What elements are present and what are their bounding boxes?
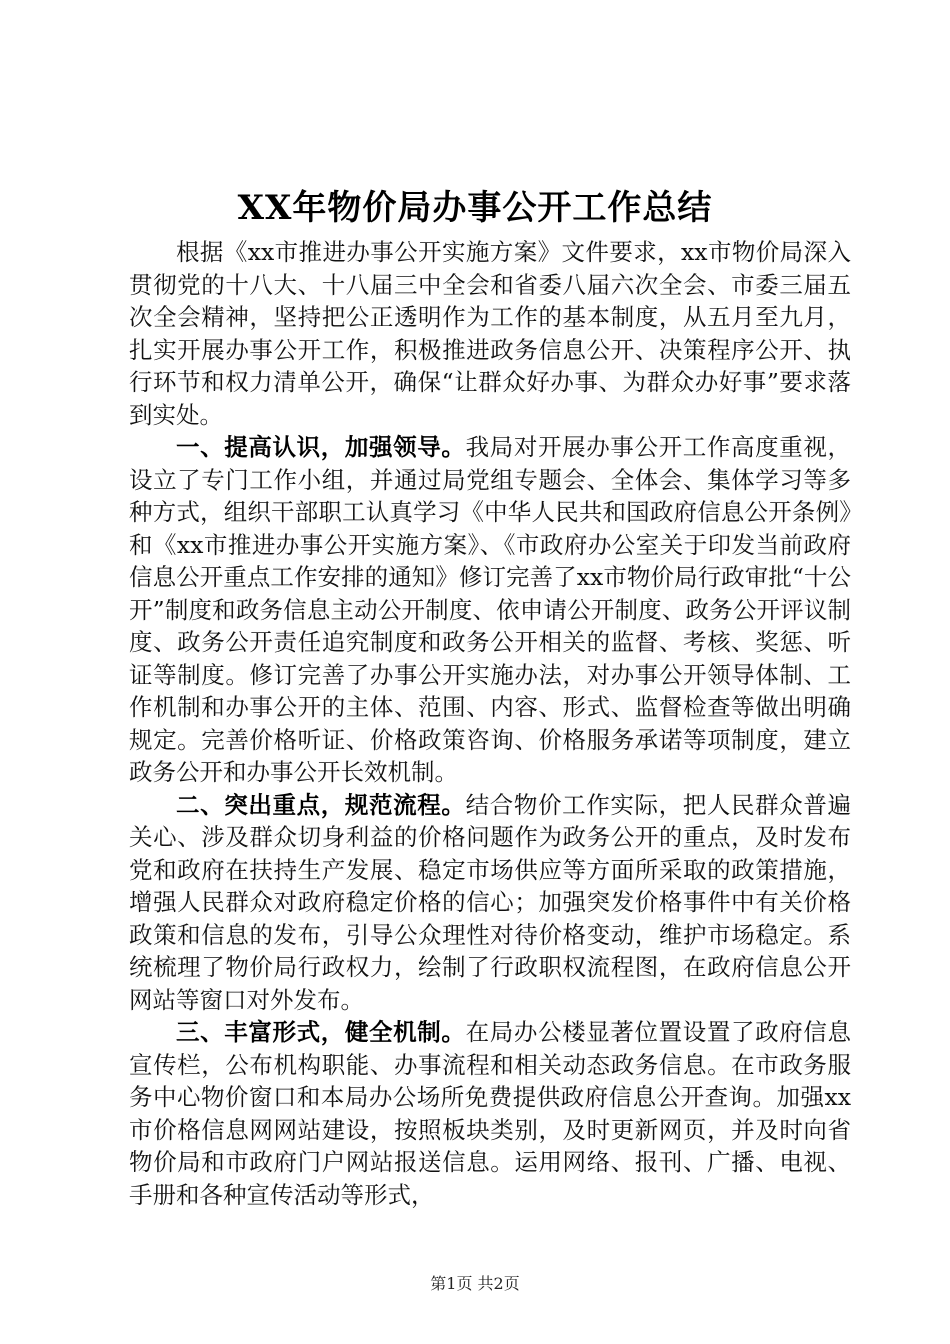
page-number: 第1页 共2页 — [430, 1274, 520, 1293]
document-title: XX年物价局办事公开工作总结 — [237, 188, 713, 228]
section-text-1: 我局对开展办事公开工作高度重视，设立了专门工作小组，并通过局党组专题会、全体会、集体学习等多种方式，组织干部职工认真学习《中华人民共和国政府信息公开条例》和《xx市推进办事公开实施方案》、《市政府办公室关于印发当前政府信息公开重点工作安排的通知》修订完善了xx市物价局行政审批“十公开”制度和政务信息主动公开制度、依申请公开制度、政务公开评议制度、政务公开责任追究制度和政务公开相关的监督、考核、奖惩、听证等制度。修订完善了办事公开实施办法，对办事公开领导体制、工作机制和办事公开的主体、范围、内容、形式、监督检查等做出明确规定。完善价格听证、价格政策咨询、价格服务承诺等项制度，建立政务公开和办事公开长效机制。 — [129, 433, 852, 786]
intro-paragraph: 根据《xx市推进办事公开实施方案》文件要求，xx市物价局深入贯彻党的十八大、十八届三中全会和省委八届六次全会、市委三届五次全会精神，坚持把公正透明作为工作的基本制度，从五月至九月，扎实开展办事公开工作，积极推进政务信息公开、决策程序公开、执行环节和权力清单公开，确保“让群众好办事、为群众办好事”要求落到实处。 — [129, 238, 851, 429]
document-body — [129, 236, 851, 1211]
section-paragraph-2 — [129, 789, 851, 1017]
section-paragraph-1 — [129, 431, 851, 789]
section-heading-3: 三、丰富形式，健全机制。 — [176, 1018, 466, 1046]
section-text-2: 结合物价工作实际，把人民群众普遍关心、涉及群众切身利益的价格问题作为政务公开的重点，及时发布党和政府在扶持生产发展、稳定市场供应等方面所采取的政策措施，增强人民群众对政府稳定价格的信心；加强突发价格事件中有关价格政策和信息的发布，引导公众理性对待价格变动，维护市场稳定。系统梳理了物价局行政权力，绘制了行政职权流程图，在政府信息公开网站等窗口对外发布。 — [129, 790, 852, 1014]
section-heading-1: 一、提高认识，加强领导。 — [176, 433, 466, 461]
section-text-3: 在局办公楼显著位置设置了政府信息宣传栏，公布机构职能、办事流程和相关动态政务信息。在市政务服务中心物价窗口和本局办公场所免费提供政府信息公开查询。加强xx市价格信息网网站建设，按照板块类别，及时更新网页，并及时向省物价局和市政府门户网站报送信息。运用网络、报刊、广播、电视、手册和各种宣传活动等形式， — [129, 1018, 852, 1209]
section-paragraph-3 — [129, 1016, 851, 1211]
section-heading-2: 二、突出重点，规范流程。 — [176, 790, 466, 819]
